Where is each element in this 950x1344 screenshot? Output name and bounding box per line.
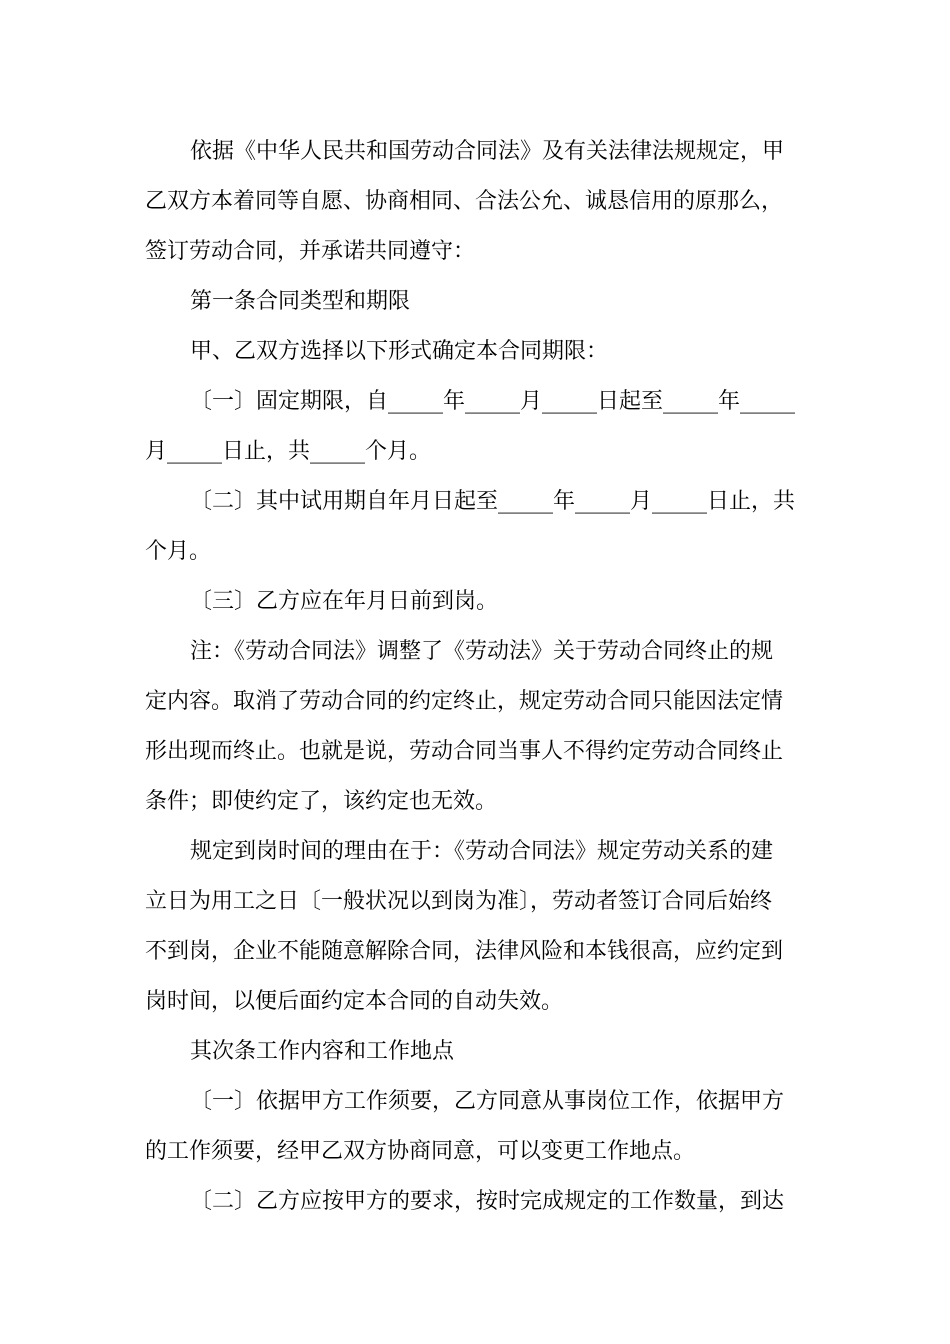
text-line: 规定到岗时间的理由在于：《劳动合同法》规定劳动关系的建 (190, 839, 774, 864)
text-line: 立日为用工之日〔一般状况以到岗为准〕，劳动者签订合同后始终 (145, 889, 773, 914)
text-line: 不到岗，企业不能随意解除合同，法律风险和本钱很高，应约定到 (145, 939, 784, 964)
text-line: 第一条合同类型和期限 (190, 289, 411, 314)
text-line: 岗时间，以便后面约定本合同的自动失效。 (145, 989, 564, 1014)
text-line: 定内容。取消了劳动合同的约定终止，规定劳动合同只能因法定情 (145, 689, 784, 714)
text-line: 乙双方本着同等自愿、协商相同、合法公允、诚恳信用的原那么， (145, 189, 784, 214)
text-line: 依据《中华人民共和国劳动合同法》及有关法律法规规定，甲 (190, 139, 785, 164)
text-line: 〔一〕固定期限，自_____年_____月_____日起至_____年_____ (190, 389, 796, 414)
text-line: 〔三〕乙方应在年月日前到岗。 (190, 589, 499, 614)
text-line: 〔一〕依据甲方工作须要，乙方同意从事岗位工作，依据甲方 (190, 1089, 785, 1114)
text-line: 其次条工作内容和工作地点 (190, 1039, 455, 1064)
text-line: 甲、乙双方选择以下形式确定本合同期限： (190, 339, 609, 364)
text-line: 注：《劳动合同法》调整了《劳动法》关于劳动合同终止的规 (190, 639, 774, 664)
text-line: 个月。 (145, 539, 212, 564)
text-line: 形出现而终止。也就是说，劳动合同当事人不得约定劳动合同终止 (145, 739, 784, 764)
text-line: 月_____日止，共_____个月。 (145, 439, 432, 464)
text-line: 签订劳动合同，并承诺共同遵守： (145, 239, 476, 264)
text-line: 〔二〕其中试用期自年月日起至_____年_____月_____日止，共 (190, 489, 796, 514)
text-line: 条件；即使约定了，该约定也无效。 (145, 789, 498, 814)
text-line: 的工作须要，经甲乙双方协商同意，可以变更工作地点。 (145, 1139, 696, 1164)
text-line: 〔二〕乙方应按甲方的要求，按时完成规定的工作数量，到达 (190, 1189, 785, 1214)
